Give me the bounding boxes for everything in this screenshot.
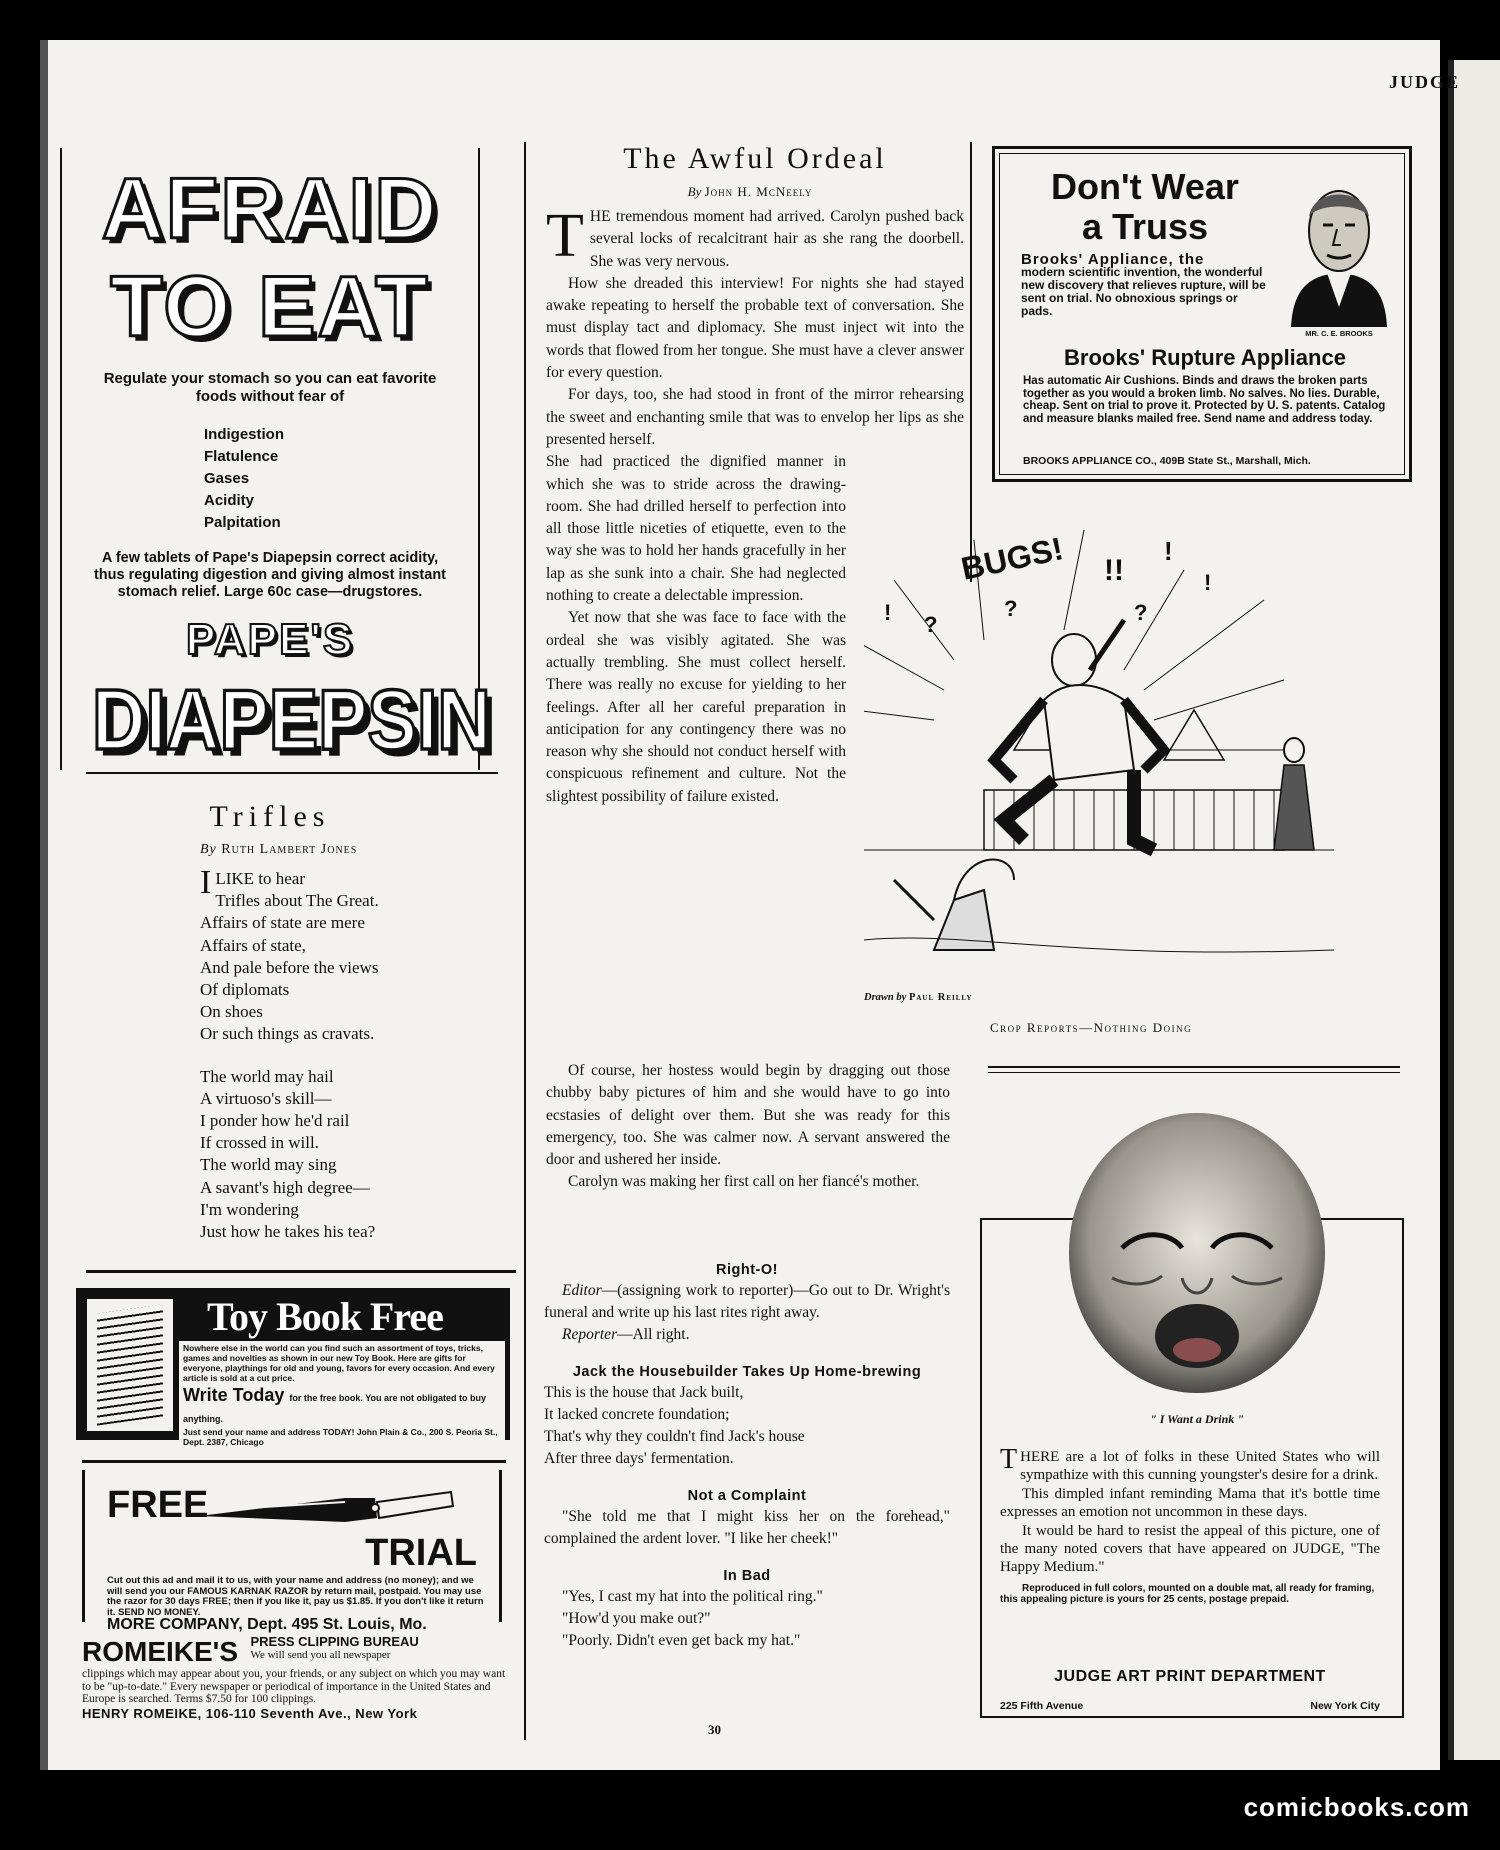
dialogue: —All right. [617,1326,690,1343]
ad-body [1000,1444,1380,1605]
baby-photo-image [1062,1108,1332,1398]
svg-text:?: ? [1134,600,1148,625]
address-street: 225 Fifth Avenue [1000,1700,1084,1712]
verse-line: That's why they couldn't find Jack's house [544,1428,805,1445]
ad-headline-free: FREE [107,1484,209,1526]
story-byline [540,184,960,200]
trial-body: Cut out this ad and mail it to us, with your name and address (no money); and we will send you our FAMOUS KARNAK RAZOR by return mail, postpaid. You may use the razor for 30 days FREE; then if you like it, pay us $1.85. If you don't like it return it. SEND NO MONEY. [107,1575,484,1618]
side-text: We will send you all newspaper [250,1649,391,1661]
joke-title: Jack the Housebuilder Takes Up Home-brewing [572,1364,922,1380]
divider-rule [988,1072,1400,1073]
paragraph: Yet now that she was face to face with the ordeal she was visibly agitated. She was actually trembling. She must collect herself. There was really no excuse for yielding to her feelings. After all her careful preparation in anticipation for any contingency there was no reason why she should not conduct herself with conspicuous refinement and culture. Not the slightest possibility of failure existed. [546,609,846,805]
poem-line: Affairs of state are mere [200,913,365,933]
svg-text:!: ! [884,600,892,625]
verse-line: After three days' fermentation. [544,1450,734,1467]
poem-line: The world may hail [200,1066,334,1086]
paragraph: For days, too, she had stood in front of the mirror rehearsing the sweet and enchanting smile that was to envelop her lips as she presented herself. [546,386,964,448]
joke-line: "She told me that I might kiss her on the forehead," complained the ardent lover. "I like her cheek!" [544,1508,950,1547]
portrait-caption: MR. C. E. BROOKS [1305,329,1373,338]
credit-by: Drawn by [864,992,907,1003]
binding-edge [40,40,48,1770]
speaker: Editor [562,1282,602,1299]
ad-free-trial-razor [82,1470,502,1633]
photo-caption: " I Want a Drink " [1150,1412,1244,1426]
ad-headline: Toy Book Free [207,1294,443,1339]
ad-subhead: Brooks' Rupture Appliance [1064,345,1346,370]
ad-body [107,1576,487,1631]
joke-title: Not a Complaint [687,1488,807,1504]
razor-icon [195,1488,455,1532]
write-today-rest: for the free book. You are not obligated to buy anything. [183,1393,487,1424]
poem-line: I ponder how he'd rail [200,1111,350,1131]
column-rule [970,142,972,582]
toy-book-copy [179,1294,505,1447]
book-illustration [85,1297,175,1433]
verse-line: It lacked concrete foundation; [544,1406,730,1423]
poem-line: The world may sing [200,1155,337,1175]
poem-line: Trifles about The Great. [215,891,379,911]
byline-author: Ruth Lambert Jones [221,842,358,857]
svg-text:?: ? [924,612,938,637]
divider-rule [86,772,498,774]
headline-line: Don't Wear [1051,166,1239,207]
joke-line: "Yes, I cast my hat into the political ring." [562,1588,823,1605]
joke [544,1586,950,1652]
ad-headline [1025,167,1265,247]
list-item: Palpitation [204,514,281,531]
byline-author: John H. McNeely [704,184,813,199]
ad-footer: MORE COMPANY, Dept. 495 St. Louis, Mo. [107,1616,427,1633]
joke-title: Right-O! [716,1262,778,1278]
byline-by: By [200,842,217,857]
ad-body: A few tablets of Pape's Diapepsin correct acidity, thus regulating digestion and giving almost instant stomach relief. Large 60c case—drugstores. [93,550,447,600]
masthead: JUDGE [1388,72,1460,92]
side-title: PRESS CLIPPING BUREAU [250,1634,419,1649]
poem-line: Of diplomats [200,980,290,1000]
joke [544,1506,950,1550]
ad-address [1000,1700,1380,1712]
ad-brooks-truss [992,146,1412,482]
ad-toy-book [76,1288,510,1447]
poem-line: I'm wondering [200,1199,299,1219]
poem-line: And pale before the views [200,957,379,977]
svg-text:!: ! [1204,570,1212,595]
verse-line: This is the house that Jack built, [544,1384,744,1401]
column-rule [524,142,526,1740]
ad-body: clippings which may appear about you, your friends, or any subject on which you may want to be "up-to-date." Every newspaper or periodical of importance in the United States and Europe is searched. Terms $7.50 for 100 clippings. [82,1668,506,1705]
list-item: Acidity [204,492,255,509]
site-watermark: comicbooks.com [1243,1792,1470,1822]
next-page-edge [1448,60,1500,1760]
paragraph: Carolyn was making her first call on her fiancé's mother. [568,1173,920,1191]
ad-papes-diapepsin [60,148,491,770]
humor-column [544,1260,950,1652]
drop-cap: T [546,202,584,270]
symptom-list [204,424,448,534]
portrait-image [1287,167,1391,327]
page-number: 30 [708,1722,721,1737]
ad-lead [1021,253,1269,318]
poem-title: Trifles [209,800,331,833]
ad-body: Nowhere else in the world can you find such an assortment of toys, tricks, games and novelties as shown in our new Toy Book. Here are gifts for everyone, playthings for old and young, favors for every occasion. And every article is sold at a cut price. [179,1341,505,1385]
speaker: Reporter [562,1326,618,1343]
ad-headline-1: AFRAID [101,161,439,257]
cartoon-illustration [864,520,1334,990]
paragraph-text: HERE are a lot of folks in these United States who will sympathize with this cunning youngster's desire for a drink. [1020,1449,1380,1484]
poem-line: A savant's high degree— [200,1177,370,1197]
byline-by: By [687,184,702,199]
fine-print: Reproduced in full colors, mounted on a double mat, all ready for framing, this appealing picture is yours for 25 cents, postage prepaid. [1000,1582,1375,1605]
divider-rule [86,1270,516,1273]
ad-footer: HENRY ROMEIKE, 106-110 Seventh Ave., New York [82,1705,418,1721]
lead-text: modern scientific invention, the wonderful new discovery that relieves rupture, will be sent on trial. No obnoxious springs or pads. [1021,265,1266,318]
drop-cap: T [1000,1444,1018,1475]
joke-line: "Poorly. Didn't even get back my hat." [562,1632,801,1649]
divider-rule [82,1460,506,1463]
brand-name-1: PAPE'S [185,615,355,664]
paragraph: This dimpled infant reminding Mama that it's bottle time expresses an emotion not uncommon in these days. [1000,1485,1380,1521]
list-item: Gases [204,470,250,487]
paragraph [1000,1444,1380,1485]
ad-headline-2: TO EAT [110,259,430,355]
story-body-continued [546,1060,950,1194]
poem-line: LIKE to hear [215,869,306,888]
paragraph: It would be hard to resist the appeal of this picture, one of the many noted covers that have appeared on JUDGE, "The Happy Medium." [1000,1522,1380,1576]
paragraph: She had practiced the dignified manner in which she was to stride across the drawing-room. She had drilled herself to perfection into all those little niceties of etiquette, even to the way she was to hold her hands gracefully in her lap as she sunk into a chair. She had neglected nothing to create a delectable impression. [546,453,846,605]
paragraph [546,202,964,273]
ad-footer: BROOKS APPLIANCE CO., 409B State St., Marshall, Mich. [1023,455,1311,467]
ad-headline: ROMEIKE'S [82,1636,239,1667]
poem-line: A virtuoso's skill— [200,1088,332,1108]
paragraph: Of course, her hostess would begin by dragging out those chubby baby pictures of him and she would have to go into ecstasies of delight over them. But she was ready for this emergency, too. She was calmer now. A servant answered the door and ushered her inside. [546,1062,950,1169]
svg-text:?: ? [1004,596,1018,621]
ad-callout [179,1385,505,1427]
page-gutter [1448,60,1454,1760]
poem-line: If crossed in will. [200,1133,319,1153]
write-today: Write Today [183,1385,285,1405]
divider-rule [988,1066,1400,1068]
ad-side-text [250,1636,476,1661]
joke-line: "How'd you make out?" [562,1610,711,1627]
paragraph-text: HE tremendous moment had arrived. Carolyn pushed back several locks of recalcitrant hair as she rang the doorbell. She was very nervous. [589,208,964,270]
address-city: New York City [1310,1700,1380,1712]
poem-body [200,864,480,1243]
poem-line: On shoes [200,1002,263,1022]
ad-body: Has automatic Air Cushions. Binds and draws the broken parts together as you would a broken limb. No salves. No lies. Durable, cheap. Sent on trial to prove it. Protected by U. S. patents. Catalog and measure blanks mailed free. Send name and address today. [1023,375,1386,425]
joke [544,1382,950,1470]
drop-cap: I [200,864,212,901]
list-item: Flatulence [204,448,279,465]
poem-line: Just how he takes his tea? [200,1222,376,1242]
joke-line [544,1280,950,1324]
dialogue: —(assigning work to reporter)—Go out to Dr. Wright's funeral and write up his last rites right away. [544,1282,950,1321]
credit-artist: Paul Reilly [908,992,973,1003]
ad-romeike [82,1636,514,1721]
joke-title: In Bad [723,1568,771,1584]
ad-footer: Just send your name and address TODAY! John Plain & Co., 200 S. Peoria St., Dept. 2387, Chicago [179,1427,505,1449]
svg-text:!!: !! [1104,554,1124,587]
lead-title: Brooks' Appliance, the [1021,251,1205,268]
poem-byline [200,842,357,858]
bugs-exclamation: BUGS! [957,530,1067,587]
story-title: The Awful Ordeal [623,142,887,175]
list-item: Indigestion [204,426,284,443]
brand-name-2: DIAPEPSIN [92,671,491,768]
cartoon-credit [864,992,972,1003]
ad-department: JUDGE ART PRINT DEPARTMENT [1054,1668,1326,1685]
ad-headline-trial: TRIAL [365,1532,477,1574]
paragraph: How she dreaded this interview! For nights she had stayed awake repeating to herself the probable text of conversation. She must display tact and diplomacy. She must inject wit into the words that flowed from her tongue. She must have a clever answer for every question. [546,274,964,382]
poem-line: Or such things as cravats. [200,1024,375,1044]
joke-line [544,1324,950,1346]
poem-line: Affairs of state, [200,935,306,955]
cartoon-caption: Crop Reports—Nothing Doing [990,1020,1193,1035]
headline-line: a Truss [1081,206,1209,247]
svg-text:!: ! [1164,536,1173,566]
ad-subhead: Regulate your stomach so you can eat favorite foods without fear of [103,370,437,405]
joke [544,1280,950,1346]
